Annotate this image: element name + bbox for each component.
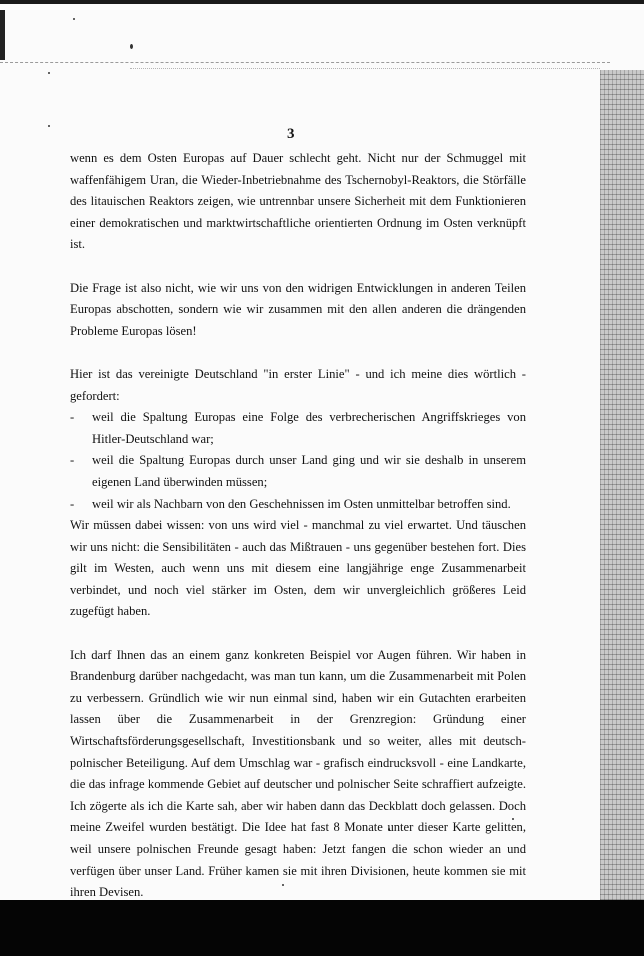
bullet-item: - weil die Spaltung Europas eine Folge des verbrecherischen Angriffskrieges von Hitler-Deutschland war; — [70, 407, 526, 450]
paragraph: Ich darf Ihnen das an einem ganz konkreten Beispiel vor Augen führen. Wir haben in Brandenburg darüber nachgedacht, was man tun kann, um die Zusammenarbeit mit Polen zu verbessern. Gründlich wie wir nun einmal sind, haben wir ein Gutachten erarbeiten lassen über die Zusammenarbeit in der Grenzregion: Gründung einer Wirtschaftsförderungsgesellschaft, Investitionsbank und so weiter, alles mit deutsch-polnischer Beteiligung. Auf dem Umschlag war - grafisch eindrucksvoll - eine Landkarte, die das infrage kommende Gebiet auf deutscher und polnischer Seite schraffiert aufzeigte. Ich zögerte als ich die Karte sah, aber wir haben dann das Deckblatt doch gelassen. Doch meine Zweifel wurden bestätigt. Die Idee hat fast 8 Monate unter dieser Karte gelitten, weil unsere polnischen Freunde gesagt haben: Jetzt fangen die schon wieder an und verfügen über unser Land. Früher kamen sie mit ihren Divisionen, heute kommen sie mit ihren Devisen. — [70, 647, 526, 900]
document-body — [70, 148, 526, 904]
bullet-list — [70, 407, 526, 515]
scan-top-edge — [0, 0, 644, 4]
scan-right-edge-noise — [600, 70, 644, 900]
paragraph: Die Frage ist also nicht, wie wir uns von den widrigen Entwicklungen in anderen Teilen Europas abschotten, sondern wie wir zusammen mit den allen anderen die drängenden Probleme Europas lösen! — [70, 280, 526, 338]
scan-artifact-line — [130, 68, 600, 69]
scan-speck — [48, 72, 50, 74]
paragraph: wenn es dem Osten Europas auf Dauer schlecht geht. Nicht nur der Schmuggel mit waffenfähigem Uran, die Wieder-Inbetriebnahme des Tschernobyl-Reaktors, die Störfälle des litauischen Reaktors zeigen, wie untrennbar unsere Sicherheit mit dem Funktionieren einer demokratischen und marktwirtschaftliche orientierten Ordnung im Osten verknüpft ist. — [70, 151, 526, 252]
scan-speck — [73, 18, 75, 20]
page-number: 3 — [287, 126, 295, 142]
scan-artifact-line — [0, 62, 610, 63]
paragraph: Wir müssen dabei wissen: von uns wird viel - manchmal zu viel erwartet. Und täuschen wir uns nicht: die Sensibilitäten - auch das Mißtrauen - uns gegenüber bestehen fort. Dies gilt im Westen, auch wenn uns mit diesem eine langjährige enge Zusammenarbeit verbindet, und noch viel stärker im Osten, dem wir unvergleichlich größeres Leid zugefügt haben. — [70, 518, 526, 619]
scan-speck — [48, 125, 50, 127]
scan-bottom-band — [0, 900, 644, 956]
bullet-item: - weil wir als Nachbarn von den Geschehnissen im Osten unmittelbar betroffen sind. — [70, 494, 526, 516]
paragraph: Hier ist das vereinigte Deutschland "in erster Linie" - und ich meine dies wörtlich - gefordert: — [70, 366, 526, 403]
scan-speck — [130, 44, 133, 49]
scan-left-mark — [0, 10, 5, 60]
bullet-item: - weil die Spaltung Europas durch unser Land ging und wir sie deshalb in unserem eigenen Land überwinden müssen; — [70, 450, 526, 493]
